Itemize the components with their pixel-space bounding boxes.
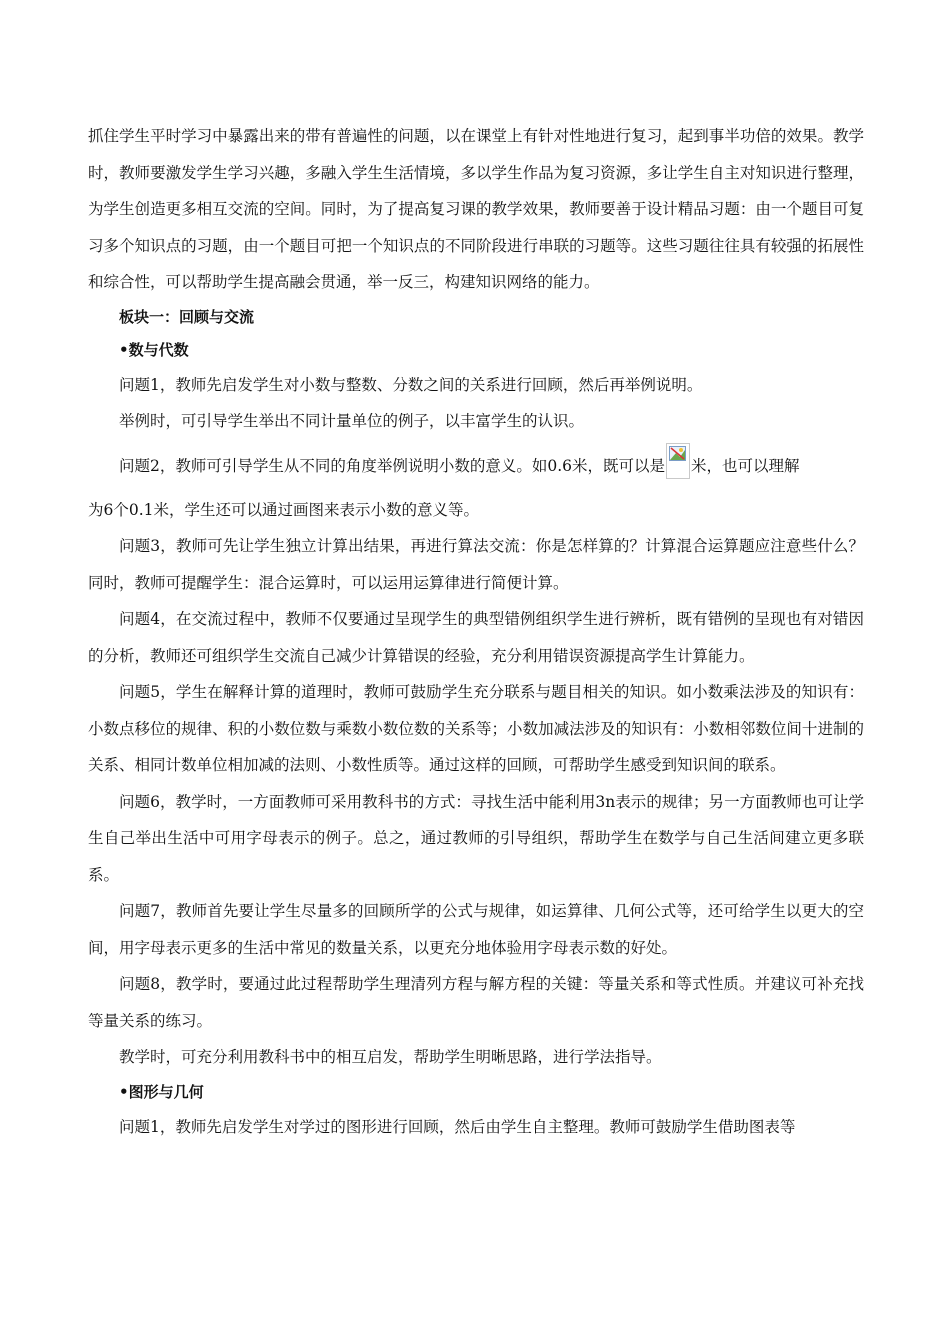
q2-text-a: 问题2，教师可引导学生从不同的角度举例说明小数的意义。如0.6米，既可以是 [119, 456, 666, 475]
paragraph-q3: 问题3，教师可先让学生独立计算出结果，再进行算法交流：你是怎样算的？计算混合运算题应注意些什么？同时，教师可提醒学生：混合运算时，可以运用运算律进行简便计算。 [88, 537, 864, 592]
paragraph-q6: 问题6，教学时，一方面教师可采用教科书的方式：寻找生活中能利用3n表示的规律；另一方面教师也可让学生自己举出生活中可用字母表示的例子。总之，通过教师的引导组织，帮助学生在数学与自己生活间建立更多联系。 [88, 792, 864, 884]
paragraph-q4: 问题4，在交流过程中，教师不仅要通过呈现学生的典型错例组织学生进行辨析，既有错例的呈现也有对错因的分析，教师还可组织学生交流自己减少计算错误的经验，充分利用错误资源提高学生计算能力。 [88, 610, 864, 665]
section-heading: 板块一：回顾与交流 [119, 307, 255, 326]
document-page [88, 118, 864, 1145]
paragraph-q2 [88, 440, 864, 492]
paragraph-q8: 问题8，教学时，要通过此过程帮助学生理清列方程与解方程的关键：等量关系和等式性质。并建议可补充找等量关系的练习。 [88, 975, 864, 1030]
subsection-heading-geometry: •图形与几何 [119, 1082, 204, 1101]
paragraph-q1-note: 举例时，可引导学生举出不同计量单位的例子，以丰富学生的认识。 [119, 412, 585, 430]
paragraph-q5: 问题5，学生在解释计算的道理时，教师可鼓励学生充分联系与题目相关的知识。如小数乘法涉及的知识有：小数点移位的规律、积的小数位数与乘数小数位数的关系等；小数加减法涉及的知识有：小数相邻数位间十进制的关系、相同计数单位相加减的法则、小数性质等。通过这样的回顾，可帮助学生感受到知识间的联系。 [88, 683, 864, 774]
paragraph-g1: 问题1，教师先启发学生对学过的图形进行回顾，然后由学生自主整理。教师可鼓励学生借助图表等 [119, 1117, 796, 1136]
subsection-heading: •数与代数 [119, 340, 189, 359]
broken-image-icon [666, 443, 690, 479]
q2-text-b: 米，也可以理解 [691, 456, 800, 475]
paragraph-q8-note: 教学时，可充分利用教科书中的相互启发，帮助学生明晰思路，进行学法指导。 [119, 1048, 662, 1066]
paragraph-q1: 问题1，教师先启发学生对小数与整数、分数之间的关系进行回顾，然后再举例说明。 [119, 375, 703, 394]
intro-paragraph: 抓住学生平时学习中暴露出来的带有普遍性的问题，以在课堂上有针对性地进行复习，起到事半功倍的效果。教学时，教师要激发学生学习兴趣，多融入学生生活情境，多以学生作品为复习资源，多让学生自主对知识进行整理，为学生创造更多相互交流的空间。同时，为了提高复习课的教学效果，教师要善于设计精品习题：由一个题目可复习多个知识点的习题，由一个题目可把一个知识点的不同阶段进行串联的习题等。这些习题往往具有较强的拓展性和综合性，可以帮助学生提高融会贯通，举一反三，构建知识网络的能力。 [88, 127, 864, 291]
paragraph-q7: 问题7，教师首先要让学生尽量多的回顾所学的公式与规律，如运算律、几何公式等，还可给学生以更大的空间，用字母表示更多的生活中常见的数量关系，以更充分地体验用字母表示数的好处。 [88, 902, 864, 957]
paragraph-q2-continued: 为6个0.1米，学生还可以通过画图来表示小数的意义等。 [88, 500, 480, 519]
